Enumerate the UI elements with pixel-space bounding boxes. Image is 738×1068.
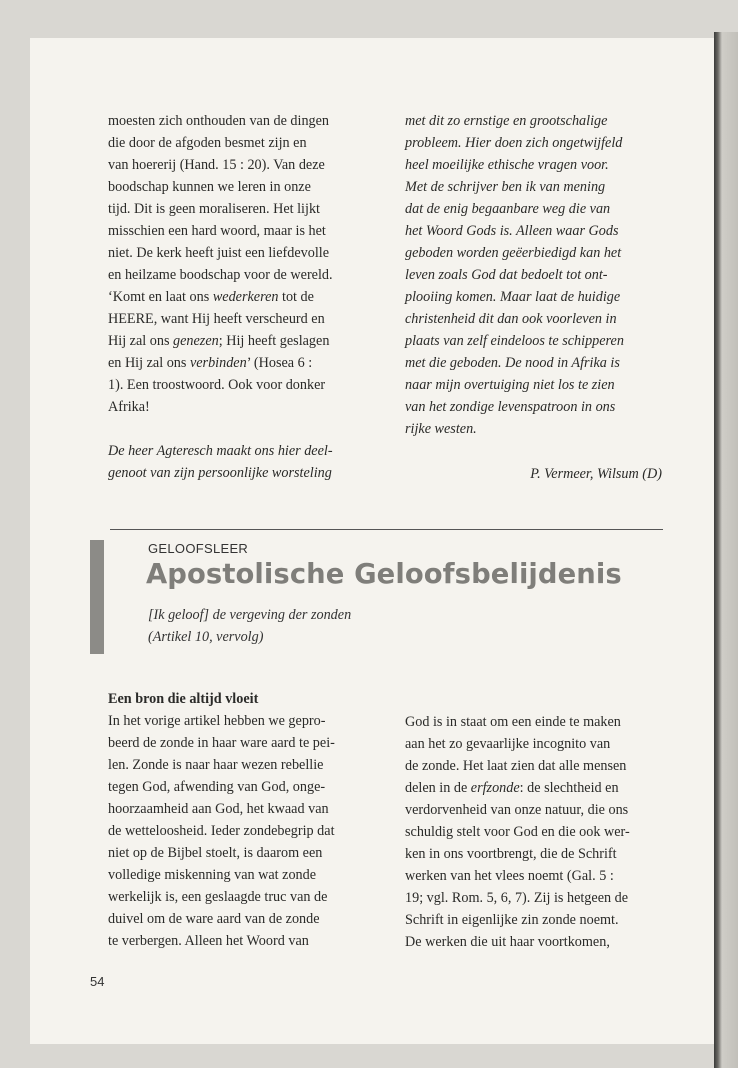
editor-note: De heer Agteresch maakt ons hier deel- genoot van zijn persoonlijke worsteling xyxy=(108,443,333,481)
article-subtitle: [Ik geloof] de vergeving der zonden (Artikel 10, vervolg) xyxy=(148,607,352,645)
book-spine xyxy=(714,32,738,1068)
article-title: Apostolische Geloofsbelijdenis xyxy=(146,559,622,590)
paragraph-body: moesten zich onthouden van de dingen die door de afgoden besmet zijn en van hoererij (Hand. 15 : 20). Van deze boodschap kunnen we leren in onze tijd. Dit is geen moraliseren. Het lijkt misschien een hard woord, maar is het niet. De kerk heeft juist een liefdevolle en heilzame boodschap voor de wereld. ‘Komt en laat ons wederkeren tot de HEERE, want Hij heeft verscheurd en Hij zal ons genezen; Hij heeft geslagen en Hij zal ons verbinden’ (Hosea 6 : 1). Een troostwoord. Ook voor donker Afrika! xyxy=(108,113,333,415)
paragraph-body: God is in staat om een einde te maken aan het zo gevaarlijke incognito van de zonde. Het laat zien dat alle mensen delen in de erfzonde: de slechtheid en verdorvenheid van onze natuur, die ons schuldig stelt voor God en die ook wer- ken in ons voortbrengt, die de Schrift werken van het vlees noemt (Gal. 5 : 19; vgl. Rom. 5, 6, 7). Zij is hetgeen de Schrift in eigenlijke zin zonde noemt. De werken die uit haar voortkomen, xyxy=(405,714,630,950)
section-sidebar-bar xyxy=(90,540,104,654)
column-top-left xyxy=(108,110,378,484)
page-number: 54 xyxy=(90,974,105,989)
paragraph-body: In het vorige artikel hebben we gepro- beerd de zonde in haar ware aard te pei- len. Zonde is naar haar wezen rebellie tegen God, afwending van God, onge- hoorzaamheid aan God, het kwaad van de wetteloosheid. Ieder zondebegrip dat niet op de Bijbel stoelt, is daarom een volledige miskenning van wat zonde werkelijk is, een geslaagde truc van de duivel om de ware aard van de zonde te verbergen. Alleen het Woord van xyxy=(108,713,335,949)
section-divider xyxy=(110,529,663,530)
signature: P. Vermeer, Wilsum (D) xyxy=(530,466,662,482)
editor-note-continued: met dit zo ernstige en grootschalige probleem. Hier doen zich ongetwijfeld heel moeilijke ethische vragen voor. Met de schrijver ben ik van mening dat de enig begaanbare weg die van het Woord Gods is. Alleen waar Gods geboden worden geëerbiedigd kan het leven zoals God dat bedoelt tot ont- plooiing komen. Maar laat de huidige christenheid dit dan ook voorleven in plaats van zelf eindeloos te schipperen met die geboden. De nood in Afrika is naar mijn overtuiging niet los te zien van het zondige levenspatroon in ons rijke westen. xyxy=(405,113,624,437)
column-bottom-right xyxy=(405,711,673,953)
column-top-right xyxy=(405,110,673,440)
subheading: Een bron die altijd vloeit xyxy=(108,691,259,707)
section-category: GELOOFSLEER xyxy=(148,541,249,556)
column-bottom-left xyxy=(108,688,383,952)
